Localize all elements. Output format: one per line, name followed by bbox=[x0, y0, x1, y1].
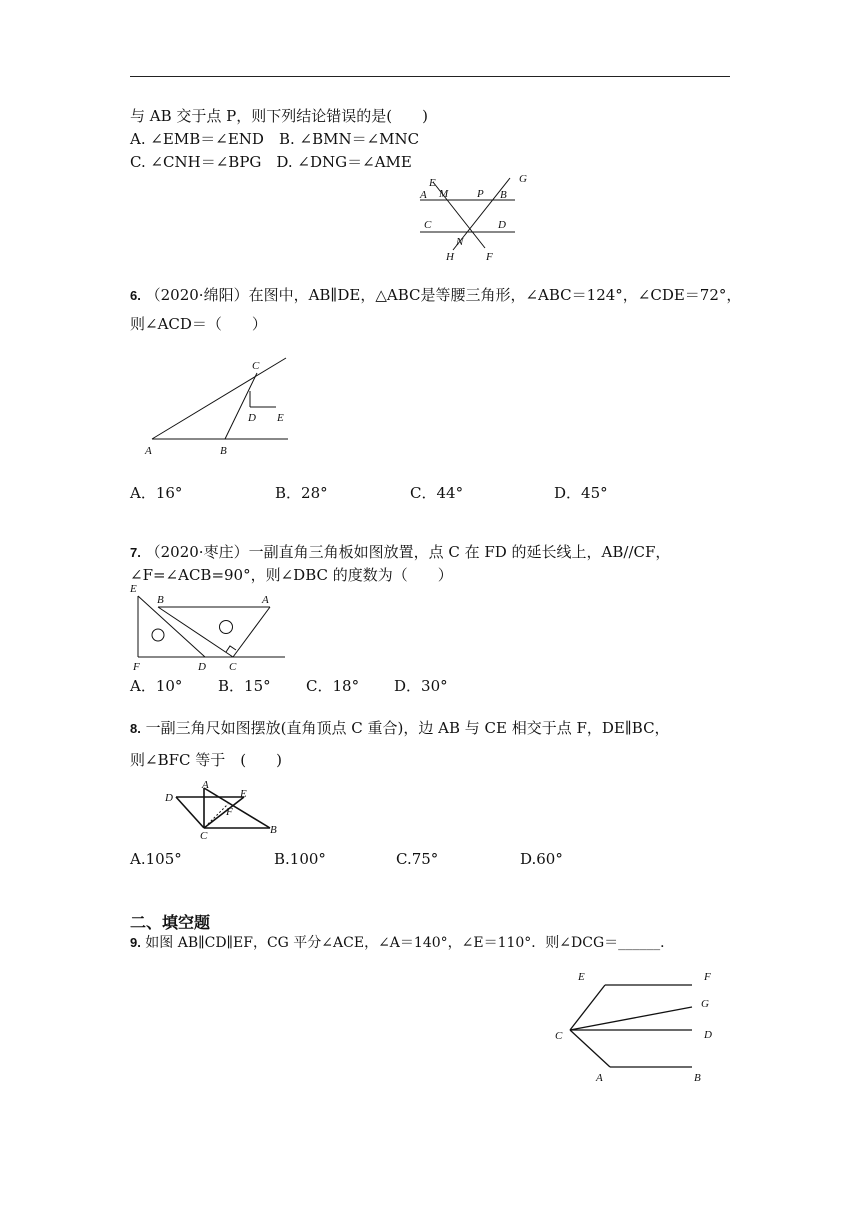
q7-number: 7. bbox=[130, 545, 141, 560]
q8-number: 8. bbox=[130, 721, 141, 736]
q6-stem bbox=[130, 285, 741, 306]
q8-option-b[interactable]: B.100° bbox=[274, 850, 326, 868]
q6-stem-text: （2020·绵阳）在图中，AB∥DE，△ABC是等腰三角形，∠ABC＝124°，∠CDE＝72°， bbox=[145, 286, 742, 304]
q8-option-c[interactable]: C.75° bbox=[396, 850, 439, 868]
q9-number: 9. bbox=[130, 935, 141, 950]
header-rule bbox=[130, 76, 730, 77]
q6-option-d[interactable]: D．45° bbox=[554, 484, 608, 502]
q9-label-G: G bbox=[701, 998, 709, 1010]
q7-label-B: B bbox=[157, 594, 164, 606]
q6-label-C: C bbox=[252, 360, 260, 372]
q8-label-A: A bbox=[202, 779, 209, 791]
q8-figure bbox=[160, 778, 285, 840]
q5-label-D: D bbox=[498, 219, 506, 231]
q6-option-c[interactable]: C．44° bbox=[410, 484, 464, 502]
q8-label-F: F bbox=[226, 806, 233, 818]
q7-figure bbox=[125, 582, 290, 672]
q6-label-E: E bbox=[277, 412, 284, 424]
q5-label-A: A bbox=[420, 189, 427, 201]
q8-option-d[interactable]: D.60° bbox=[520, 850, 563, 868]
q9-label-E: E bbox=[578, 971, 585, 983]
q9-stem bbox=[130, 933, 674, 953]
q8-label-B: B bbox=[270, 824, 277, 836]
q6-option-b[interactable]: B．28° bbox=[275, 484, 328, 502]
q8-stem-text: 一副三角尺如图摆放(直角顶点 C 重合)，边 AB 与 CE 相交于点 F，DE∥BC， bbox=[145, 719, 670, 737]
q5-label-H: H bbox=[446, 251, 454, 263]
q9-label-C: C bbox=[555, 1030, 563, 1042]
q8-label-D: D bbox=[165, 792, 173, 804]
q6-label-B: B bbox=[220, 445, 227, 457]
section-heading: 二、填空题 bbox=[130, 913, 211, 932]
q8-stem bbox=[130, 718, 670, 739]
q5-label-F: F bbox=[486, 251, 493, 263]
q7-label-A: A bbox=[262, 594, 269, 606]
q9-label-F: F bbox=[704, 971, 711, 983]
q5-label-N: N bbox=[456, 236, 464, 248]
q8-option-a[interactable]: A.105° bbox=[130, 850, 182, 868]
q5-label-P: P bbox=[477, 188, 484, 200]
q5-figure bbox=[415, 170, 525, 265]
q5-stem: 与 AB 交于点 P，则下列结论错误的是( ) bbox=[130, 107, 428, 125]
q5-label-M: M bbox=[439, 188, 449, 200]
q9-label-A: A bbox=[596, 1072, 603, 1084]
q6-label-D: D bbox=[248, 412, 256, 424]
q5-label-G: G bbox=[519, 173, 527, 185]
q7-stem bbox=[130, 542, 670, 563]
q6-label-A: A bbox=[145, 445, 152, 457]
q7-option-a[interactable]: A．10° bbox=[130, 677, 183, 695]
q7-option-c[interactable]: C．18° bbox=[306, 677, 360, 695]
q5-label-B: B bbox=[500, 189, 507, 201]
q8-label-C: C bbox=[200, 830, 208, 842]
q8-label-E: E bbox=[240, 788, 247, 800]
q7-option-d[interactable]: D．30° bbox=[394, 677, 448, 695]
q5-options-row2: C. ∠CNH＝∠BPG D. ∠DNG＝∠AME bbox=[130, 153, 412, 171]
q6-stem-line2: 则∠ACD＝（ ） bbox=[130, 315, 267, 333]
q8-stem-line2: 则∠BFC 等于 ( ) bbox=[130, 751, 282, 769]
q9-label-D: D bbox=[704, 1029, 712, 1041]
q9-stem-text: 如图 AB∥CD∥EF，CG 平分∠ACE，∠A＝140°，∠E＝110°．则∠DCG＝______． bbox=[145, 935, 675, 951]
q5-label-C: C bbox=[424, 219, 432, 231]
q6-option-a[interactable]: A．16° bbox=[130, 484, 183, 502]
q5-label-E: E bbox=[429, 177, 436, 189]
q9-label-B: B bbox=[694, 1072, 701, 1084]
q7-label-C: C bbox=[229, 661, 237, 673]
q7-label-E: E bbox=[130, 583, 137, 595]
q7-label-D: D bbox=[198, 661, 206, 673]
q7-option-b[interactable]: B．15° bbox=[218, 677, 271, 695]
q6-figure bbox=[140, 355, 295, 460]
q5-options-row1: A. ∠EMB＝∠END B. ∠BMN＝∠MNC bbox=[130, 130, 420, 148]
q7-stem-line2: ∠F=∠ACB=90°，则∠DBC 的度数为（ ） bbox=[130, 566, 453, 584]
q7-stem-text: （2020·枣庄）一副直角三角板如图放置，点 C 在 FD 的延长线上，AB//CF， bbox=[145, 543, 671, 561]
q9-figure bbox=[550, 965, 720, 1090]
q6-number: 6. bbox=[130, 288, 141, 303]
q7-label-F: F bbox=[133, 661, 140, 673]
